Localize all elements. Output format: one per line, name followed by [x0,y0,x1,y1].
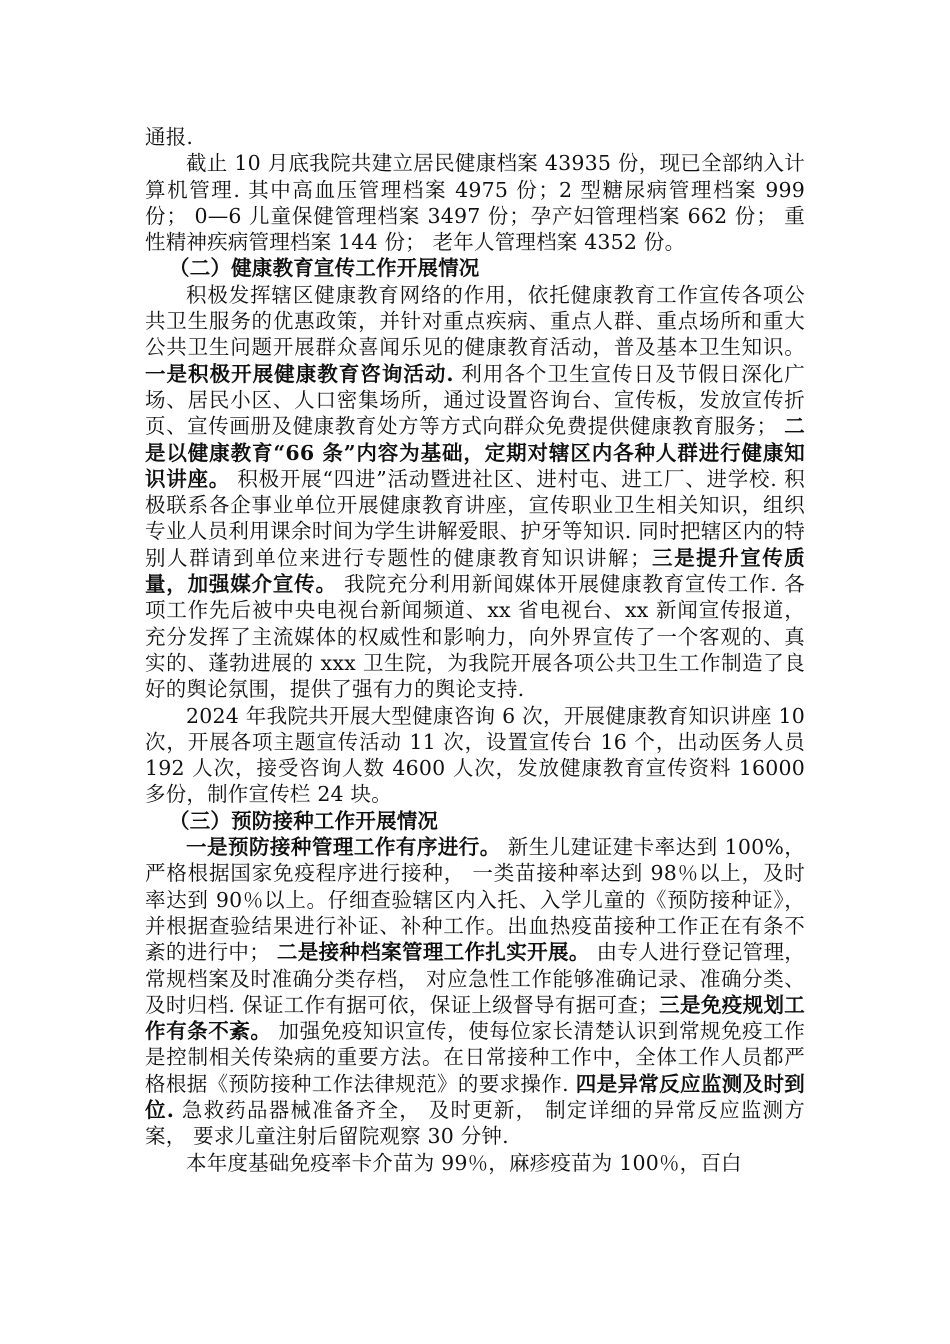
text-run: 积极开展“四进”活动暨进社区、进村屯、进工厂、进学校. 积极联系各企事业单位开展健康教育讲座，宣传职业卫生相关知识，组织专业人员利用课余时间为学生讲解爱眼、护牙等知识. 同时把辖区内的特别人群请到单位来进行专题性的健康教育知识讲解； [145,466,805,570]
text-run: 急救药品器械准备齐全， 及时更新， 制定详细的异常反应监测方案， 要求儿童注射后留院观察 30 分钟. [145,1097,805,1149]
paragraph-immunization-rate: 本年度基础免疫率卡介苗为 99％，麻疹疫苗为 100％，百白 [186,1150,742,1175]
bold-point-two: 二是接种档案管理工作扎实开展。 [276,940,590,965]
text-run: 积极发挥辖区健康教育网络的作用，依托健康教育工作宣传各项公共卫生服务的优惠政策，并针对重点疾病、重点人群、重点场所和重大公共卫生问题开展群众喜闻乐见的健康教育活动，普及基本卫生知识。 [145,282,805,360]
bold-point-one: 一是预防接种管理工作有序进行。 [186,835,501,860]
text-run: 我院充分利用新闻媒体开展健康教育宣传工作. 各项工作先后被中央电视台新闻频道、xx 省电视台、xx 新闻宣传报道，充分发挥了主流媒体的权威性和影响力，向外界宣传了一个客观的、真实的、蓬勃进展的 xxx 卫生院，为我院开展各项公共卫生工作制造了良好的舆论氛围，提供了强有力的舆论支持. [145,572,805,702]
text-run: 加强免疫知识宣传，使每位家长清楚认识到常规免疫工作是控制相关传染病的重要方法。在日常接种工作中，全体工作人员都严格根据《预防接种工作法律规范》的要求操作. [145,1019,806,1096]
bold-point-three: 三是免疫规划工作有条不紊。 [145,992,805,1044]
bold-point-two: 二是以健康教育“66 条”内容为基础，定期对辖区内各种人群进行健康知识讲座。 [145,414,805,491]
paragraph-health-education [145,282,805,703]
text-run: 由专人进行登记管理，常规档案及时准确分类存档， 对应急性工作能够准确记录、准确分类、及时归档. 保证工作有据可依，保证上级督导有据可查； [145,940,806,1017]
paragraph-vaccination [145,834,805,1150]
bold-point-one: 一是积极开展健康教育咨询活动. [145,361,454,386]
section-heading-vaccination: （三）预防接种工作开展情况 [169,808,439,833]
bold-point-four: 四是异常反应监测及时到位. [145,1071,806,1122]
text-run: 利用各个卫生宣传日及节假日深化广场、居民小区、人口密集场所，通过设置咨询台、宣传板，发放宣传折页、宣传画册及健康教育处方等方式向群众免费提供健康教育服务； [145,361,805,439]
text-run: 新生儿建证建卡率达到 100%，严格根据国家免疫程序进行接种， 一类苗接种率达到 98％以上，及时率达到 90％以上。仔细查验辖区内入托、入学儿童的《预防接种证》，并根据查验结果进行补证、补种工作。出血热疫苗接种工作正在有条不紊的进行中； [145,835,805,965]
paragraph-2024-summary: 2024 年我院共开展大型健康咨询 6 次，开展健康教育知识讲座 10 次，开展各项主题宣传活动 11 次，设置宣传台 16 个，出动医务人员 192 人次，接受咨询人数 4600 人次，发放健康教育宣传资料 16000 多份，制作宣传栏 24 块。 [145,703,805,807]
bold-point-three: 三是提升宣传质量，加强媒介宣传。 [145,545,805,597]
document-page [145,124,805,1176]
paragraph-health-records: 截止 10 月底我院共建立居民健康档案 43935 份，现已全部纳入计算机管理. 其中高血压管理档案 4975 份；2 型糖尿病管理档案 999 份； 0—6 儿童保健管理档案 3497 份；孕产妇管理档案 662 份； 重性精神疾病管理档案 144 份； 老年人管理档案 4352 份。 [145,151,805,255]
section-heading-health-education: （二）健康教育宣传工作开展情况 [169,256,480,281]
paragraph-continuation: 通报. [145,125,194,149]
